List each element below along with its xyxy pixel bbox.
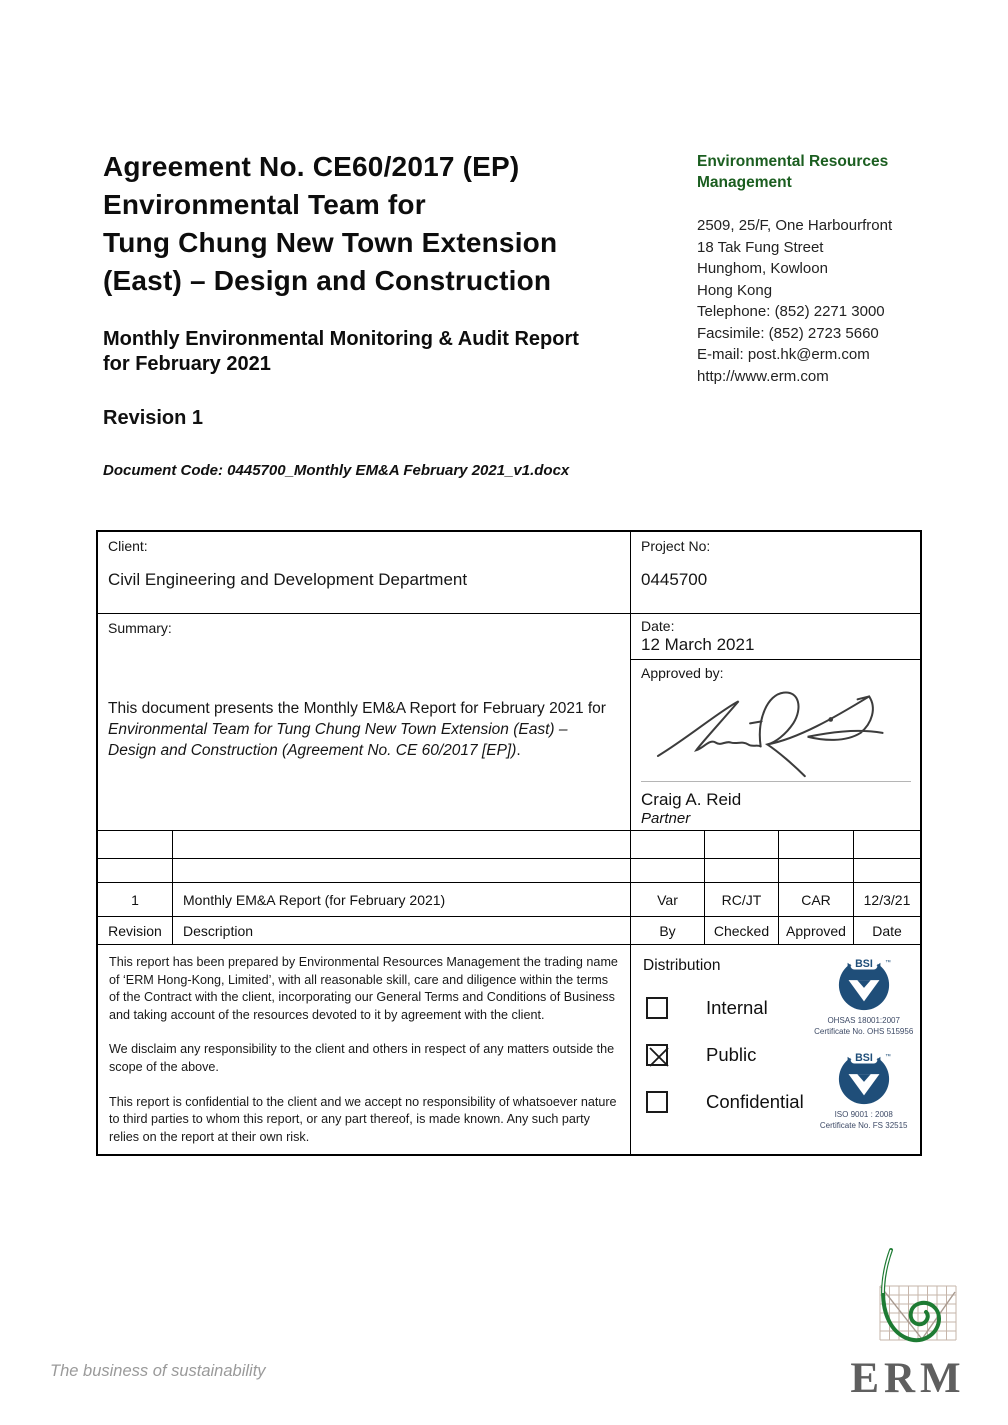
project-no-value: 0445700 <box>641 570 708 589</box>
fax-line: Facsimile: (852) 2723 5660 <box>697 324 879 342</box>
client-value: Civil Engineering and Development Department <box>108 570 468 589</box>
bsi-logo-icon <box>835 1051 893 1107</box>
title-line: Environmental Team for <box>103 189 426 220</box>
by-header: By <box>631 917 705 944</box>
description-cell <box>173 831 631 858</box>
approver-title: Partner <box>641 810 691 827</box>
phone-line: Telephone: (852) 2271 3000 <box>697 303 885 320</box>
address-line: 2509, 25/F, One Harbourfront <box>697 217 893 234</box>
signature-rule <box>641 781 911 782</box>
revision-cell <box>98 859 173 882</box>
checked-cell <box>705 831 779 858</box>
distribution-options <box>643 957 804 1146</box>
description-header: Description <box>173 917 631 944</box>
erm-contact-block <box>697 151 932 387</box>
document-info-table <box>96 530 922 1156</box>
distribution-option-confidential <box>643 1091 804 1113</box>
disclaimer-cell <box>98 945 631 1154</box>
disclaimer-distribution-row <box>98 945 920 1154</box>
summary-text: This document presents the Monthly EM&A Report for February 2021 for Environmental Team for Tung Chung New Town Extension (East) – Design and Construction (Agreement No. CE 60/2017 [EP]). <box>108 700 606 759</box>
approver-name: Craig A. Reid <box>641 790 742 809</box>
distribution-option-public <box>643 1044 804 1066</box>
checked-header: Checked <box>705 917 779 944</box>
distribution-cell <box>631 945 932 1154</box>
project-no-cell <box>631 532 920 613</box>
approved-cell: CAR <box>779 883 854 916</box>
by-cell <box>631 859 705 882</box>
bsi-ohsas-badge <box>814 957 913 1037</box>
date-value: 12 March 2021 <box>641 635 755 654</box>
approved-cell <box>779 859 854 882</box>
email-line: E-mail: post.hk@erm.com <box>697 346 870 363</box>
revision-header-row <box>98 917 920 945</box>
erm-address <box>697 215 932 387</box>
date-cell <box>854 831 920 858</box>
title-line: (East) – Design and Construction <box>103 265 552 296</box>
certification-text: OHSAS 18001:2007 Certificate No. OHS 515956 <box>814 1016 914 1036</box>
title-block <box>103 148 678 377</box>
certification-badges <box>804 957 924 1146</box>
distribution-label: Distribution <box>643 957 721 974</box>
client-cell <box>98 532 631 613</box>
svg-text:BSI: BSI <box>854 958 873 971</box>
signature-image <box>641 683 911 779</box>
page-title <box>103 148 678 300</box>
disclaimer-paragraph: This report is confidential to the client and we accept no responsibility of whatsoever nature to third parties to whom this report, or any part thereof, is made known. Any such party relies on the report at their own risk. <box>109 1094 617 1144</box>
summary-label: Summary: <box>108 620 172 636</box>
title-line: Agreement No. CE60/2017 (EP) <box>103 151 520 182</box>
revision-history-row <box>98 859 920 883</box>
title-line: Tung Chung New Town Extension <box>103 227 558 258</box>
by-cell: Var <box>631 883 705 916</box>
approved-by-label: Approved by: <box>641 665 724 681</box>
disclaimer-paragraph: We disclaim any responsibility to the client and others in respect of any matters outside the scope of the above. <box>109 1042 615 1074</box>
date-cell <box>854 859 920 882</box>
date-approved-column <box>631 614 921 830</box>
checked-cell: RC/JT <box>705 883 779 916</box>
revision-history-row <box>98 831 920 859</box>
report-subtitle <box>103 327 678 377</box>
public-checkbox[interactable] <box>646 1044 668 1066</box>
approved-cell <box>779 831 854 858</box>
revision-cell <box>98 831 173 858</box>
svg-text:BSI: BSI <box>854 1052 873 1065</box>
bsi-iso-badge <box>820 1051 908 1131</box>
address-line: 18 Tak Fung Street <box>697 238 824 256</box>
date-header: Date <box>872 922 902 939</box>
date-label: Date: <box>641 618 675 634</box>
address-line: Hunghom, Kowloon <box>697 260 828 277</box>
revision-cell: 1 <box>98 883 173 916</box>
approved-by-cell <box>631 660 921 832</box>
summary-cell <box>98 614 631 830</box>
erm-org-name: Environmental Resources Management <box>697 153 889 191</box>
description-cell: Monthly EM&A Report (for February 2021) <box>173 883 631 916</box>
revision-history-row <box>98 883 920 917</box>
revision-label: Revision 1 <box>103 407 204 429</box>
client-project-row <box>98 532 920 614</box>
approved-header: Approved <box>779 917 854 944</box>
website-line: http://www.erm.com <box>697 367 829 385</box>
disclaimer-paragraph: This report has been prepared by Environmental Resources Management the trading name of ‘ERM Hong-Kong, Limited’, with all reasonable skill, care and diligence within the terms of the Contract with the client, incorporating our General Terms and Conditions of Business and taking account of the resources devoted to it by agreement with the client. <box>109 955 618 1022</box>
confidential-checkbox[interactable] <box>646 1091 668 1113</box>
svg-text:™: ™ <box>884 1053 891 1060</box>
erm-logo <box>848 1246 968 1401</box>
distribution-option-internal <box>643 997 804 1019</box>
svg-text:™: ™ <box>884 959 891 966</box>
client-label: Client: <box>108 538 148 554</box>
by-cell <box>631 831 705 858</box>
date-cell: 12/3/21 <box>863 891 911 908</box>
internal-checkbox[interactable] <box>646 997 668 1019</box>
certification-text: ISO 9001 : 2008 Certificate No. FS 32515 <box>819 1110 908 1130</box>
document-code: Document Code: 0445700_Monthly EM&A February 2021_v1.docx <box>103 462 570 479</box>
erm-spiral-icon <box>850 1246 966 1350</box>
description-cell <box>173 859 631 882</box>
tagline: The business of sustainability <box>50 1362 266 1380</box>
erm-wordmark: ERM <box>850 1355 966 1402</box>
internal-label: Internal <box>706 997 768 1018</box>
date-cell <box>631 614 921 660</box>
checked-cell <box>705 859 779 882</box>
public-label: Public <box>706 1044 757 1065</box>
confidential-label: Confidential <box>706 1091 804 1112</box>
subtitle-line: for February 2021 <box>103 353 271 375</box>
bsi-logo-icon <box>835 957 893 1013</box>
address-line: Hong Kong <box>697 281 773 299</box>
subtitle-line: Monthly Environmental Monitoring & Audit Report <box>103 328 579 350</box>
summary-row <box>98 614 920 831</box>
project-no-label: Project No: <box>641 538 711 554</box>
revision-header: Revision <box>98 917 173 944</box>
